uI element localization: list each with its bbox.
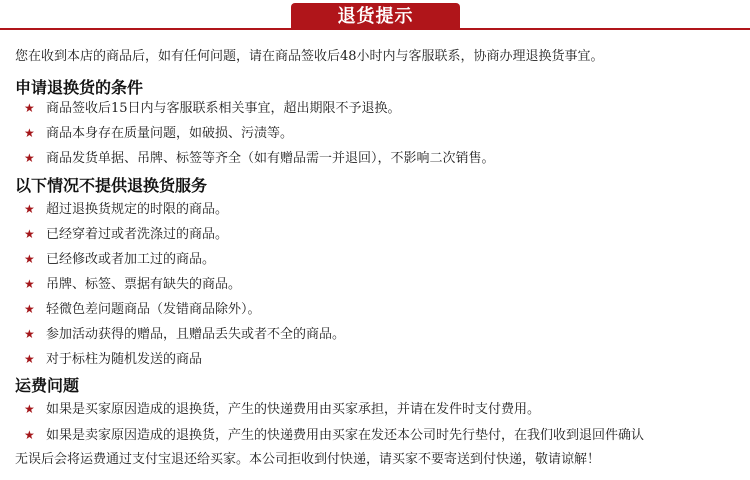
list-item: ★ 已经修改或者加工过的商品。 xyxy=(24,249,215,269)
list-item: ★ 商品发货单据、吊牌、标签等齐全（如有赠品需一并退回），不影响二次销售。 xyxy=(24,148,495,168)
star-icon: ★ xyxy=(24,252,35,266)
title-bar xyxy=(0,0,750,30)
star-icon: ★ xyxy=(24,352,35,366)
star-icon: ★ xyxy=(24,302,35,316)
list-item: ★ 轻微色差问题商品（发错商品除外）。 xyxy=(24,299,261,319)
section-heading-shipping-fees: 运费问题 xyxy=(15,376,80,395)
list-item: ★ 吊牌、标签、票据有缺失的商品。 xyxy=(24,274,241,294)
list-item: ★ 如果是卖家原因造成的退换货，产生的快递费用由买家在发还本公司时先行垫付，在我们收到退回件确认 xyxy=(24,425,644,445)
list-item: ★ 对于标柱为随机发送的商品 xyxy=(24,349,202,369)
star-icon: ★ xyxy=(24,227,35,241)
page-title: 退货提示 xyxy=(291,3,460,30)
list-item: ★ 如果是买家原因造成的退换货，产生的快递费用由买家承担，并请在发件时支付费用。 xyxy=(24,399,540,419)
list-item-continuation: 无误后会将运费通过支付宝退还给买家。本公司拒收到付快递，请买家不要寄送到付快递，敬请谅解！ xyxy=(15,452,601,467)
list-item: ★ 超过退换货规定的时限的商品。 xyxy=(24,199,228,219)
list-item: ★ 商品本身存在质量问题，如破损、污渍等。 xyxy=(24,123,293,143)
list-item: ★ 商品签收后15日内与客服联系相关事宜，超出期限不予退换。 xyxy=(24,98,401,118)
star-icon: ★ xyxy=(24,277,35,291)
star-icon: ★ xyxy=(24,101,35,115)
intro-text: 您在收到本店的商品后，如有任何问题，请在商品签收后48小时内与客服联系，协商办理退换货事宜。 xyxy=(15,49,604,64)
star-icon: ★ xyxy=(24,327,35,341)
list-item: ★ 已经穿着过或者洗涤过的商品。 xyxy=(24,224,228,244)
list-item: ★ 参加活动获得的赠品，且赠品丢失或者不全的商品。 xyxy=(24,324,345,344)
star-icon: ★ xyxy=(24,151,35,165)
star-icon: ★ xyxy=(24,428,35,442)
star-icon: ★ xyxy=(24,126,35,140)
section-heading-return-conditions: 申请退换货的条件 xyxy=(15,78,144,97)
section-heading-no-return-cases: 以下情况不提供退换货服务 xyxy=(15,176,208,195)
star-icon: ★ xyxy=(24,202,35,216)
star-icon: ★ xyxy=(24,402,35,416)
